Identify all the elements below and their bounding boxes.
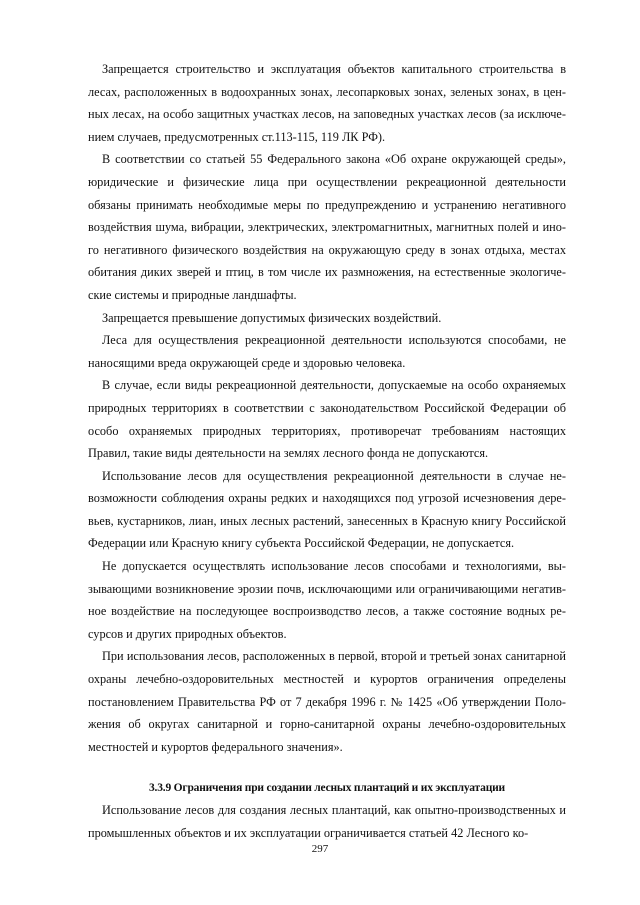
paragraph-recreational-use: Леса для осуществления рекреационной деятельности используются способами, не наносящими вреда окружающей среде и здоровью человека.: [88, 333, 566, 370]
paragraph-environmental-law: В соответствии со статьей 55 Федерального закона «Об охране окружающей среды», юридические и физические лица при осуществлении рекреационной деятельности обязаны принимать необходимые меры по предупреждению и устранению негативного воздействия шума, вибрации, электрических, электромагнитных, магнитных полей и иного негативного физического воздействия на окружающую среду в зонах отдыха, местах обитания диких зверей и птиц, в том числе их размножения, на естественные экологические системы и природные ландшафты.: [88, 152, 566, 302]
paragraph-physical-impact-ban: Запрещается превышение допустимых физических воздействий.: [102, 310, 442, 325]
paragraph-red-book: Использование лесов для осуществления рекреационной деятельности в случае невозможности соблюдения охраны редких и находящихся под угрозой исчезновения деревьев, кустарников, лиан, иных лесных растений, занесенных в Красную книгу Российской Федерации или Красную книгу субъекта Российской Федерации, не допускается.: [88, 468, 566, 551]
paragraph-protected-territories: В случае, если виды рекреационной деятельности, допускаемые на особо охраняемых природных территориях в соответствии с законодательством Российской Федерации об особо охраняемых природных территориях, противоречат требованиям настоящих Правил, такие виды деятельности на землях лесного фонда не допускаются.: [88, 378, 566, 461]
page-number: 297: [311, 843, 329, 855]
paragraph-construction-ban: Запрещается строительство и эксплуатация объектов капитального строительства в лесах, расположенных в водоохранных зонах, лесопарковых зонах, зеленых зонах, в ценных лесах, на особо защитных участках лесов, на заповедных участках лесов (за исключением случаев, предусмотренных ст.113-115, 119 ЛК РФ).: [88, 62, 566, 144]
paragraph-sanitary-zones: При использования лесов, расположенных в первой, второй и третьей зонах санитарной охраны лечебно-оздоровительных местностей и курортов ограничения определены постановлением Правительства РФ от 7 декабря 1996 г. № 1425 «Об утверждении Положения об округах санитарной и горно-санитарной охраны лечебно-оздоровительных местностей и курортов федерального значения».: [88, 649, 566, 754]
section-heading: 3.3.9 Ограничения при создании лесных плантаций и их эксплуатации: [149, 782, 505, 795]
paragraph-erosion: Не допускается осуществлять использование лесов способами и технологиями, вызывающими возникновение эрозии почв, исключающими или ограничивающими негативное воздействие на последующее воспроизводство лесов, а также состояние водных ресурсов и других природных объектов.: [88, 559, 566, 641]
document-page: [88, 58, 566, 845]
paragraph-plantations: Использование лесов для создания лесных плантаций, как опытно-производственных и промышленных объектов и их эксплуатации ограничивается статьей 42 Лесного ко-: [88, 803, 566, 840]
